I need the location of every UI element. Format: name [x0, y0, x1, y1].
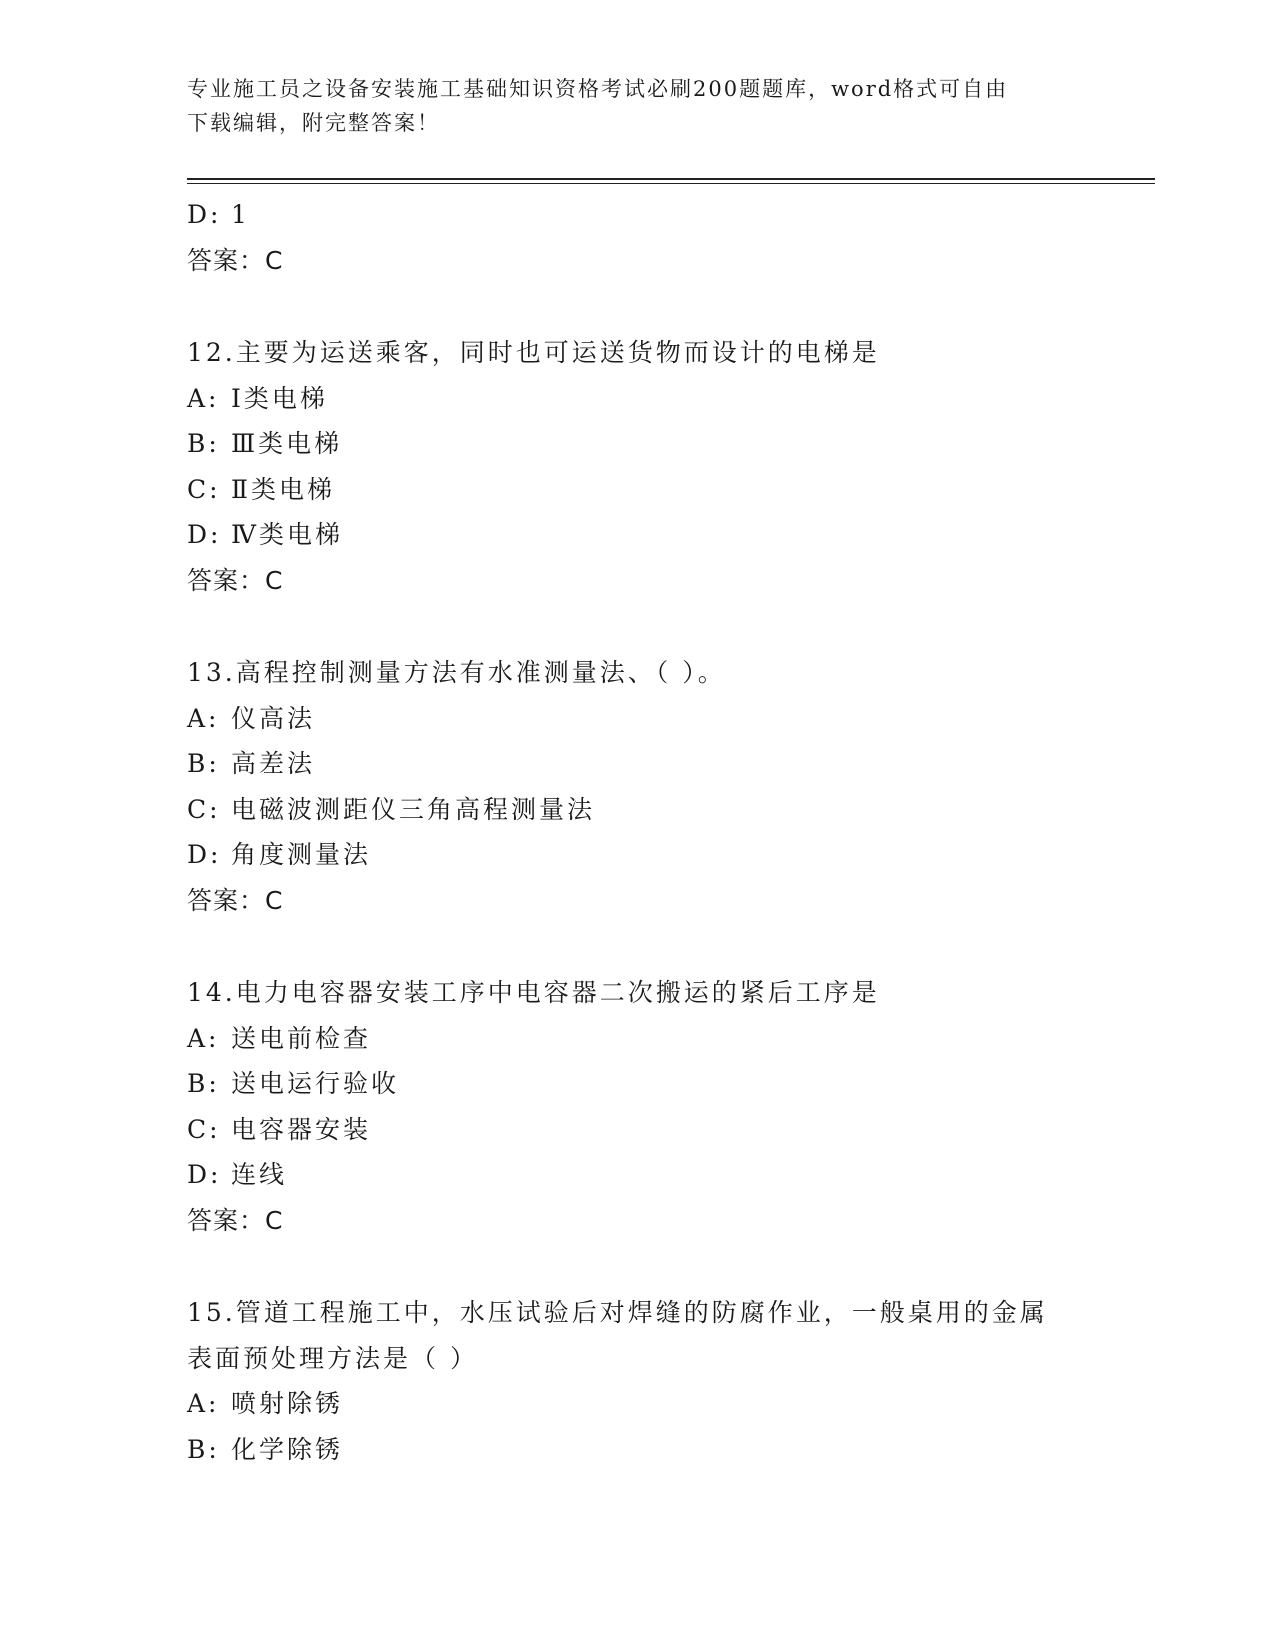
option-label: D:: [187, 840, 222, 869]
option-c: [187, 467, 1087, 513]
option-a: [187, 1381, 1087, 1427]
option-b: [187, 1061, 1087, 1107]
option-label: B:: [187, 1434, 220, 1464]
option-text: 高差法: [231, 749, 316, 778]
option-text: 化学除锈: [231, 1434, 344, 1464]
option-text: 仪高法: [231, 703, 316, 733]
option-b: [187, 741, 1087, 787]
answer-line: 答案：C: [187, 885, 284, 915]
option-d: [187, 1152, 1087, 1198]
header-line-1: 专业施工员之设备安装施工基础知识资格考试必刷200题题库，word格式可自由: [187, 77, 1009, 101]
option-c: [187, 787, 1087, 833]
question-stem-line-1: 15.管道工程施工中，水压试验后对焊缝的防腐作业，一般桌用的金属: [187, 1298, 1048, 1327]
option-text: 送电前检查: [231, 1023, 372, 1053]
question-block-15: [187, 1290, 1087, 1472]
option-a: [187, 696, 1087, 742]
option-b: [187, 421, 1087, 467]
option-label: B:: [187, 749, 220, 778]
question-block-13: [187, 650, 1087, 923]
option-label: D:: [187, 520, 222, 549]
question-stem: 14.电力电容器安装工序中电容器二次搬运的紧后工序是: [187, 978, 880, 1007]
option-d: [187, 192, 1087, 238]
option-text: 连线: [231, 1160, 288, 1189]
question-stem: 13.高程控制测量方法有水准测量法、（ ）。: [187, 658, 726, 687]
option-d: [187, 832, 1087, 878]
option-label: A:: [187, 1023, 220, 1053]
option-a: [187, 1016, 1087, 1062]
option-text: 送电运行验收: [231, 1069, 400, 1098]
option-text: Ⅲ类电梯: [231, 429, 343, 458]
option-label: C:: [187, 1114, 221, 1144]
option-label: A:: [187, 703, 220, 733]
question-block-12: [187, 330, 1087, 603]
question-list: [187, 192, 1087, 1472]
option-text: Ⅰ类电梯: [231, 383, 328, 413]
question-block-14: [187, 970, 1087, 1243]
option-a: [187, 376, 1087, 422]
option-label: C:: [187, 794, 221, 824]
header-rule-thick: [187, 178, 1155, 180]
header-rule-thin: [187, 183, 1155, 184]
question-stem: 12.主要为运送乘客，同时也可运送货物而设计的电梯是: [187, 338, 880, 367]
option-text: 1: [231, 200, 250, 229]
option-label: D:: [187, 200, 222, 229]
option-text: 角度测量法: [231, 840, 372, 869]
option-label: C:: [187, 474, 221, 504]
option-label: D:: [187, 1160, 222, 1189]
answer-line: 答案：C: [187, 565, 284, 595]
option-d: [187, 512, 1087, 558]
option-text: 喷射除锈: [231, 1389, 344, 1418]
header-line-2: 下载编辑，附完整答案！: [187, 111, 440, 135]
option-b: [187, 1427, 1087, 1473]
document-header: [187, 72, 1087, 140]
option-text: 电磁波测距仪三角高程测量法: [231, 794, 596, 824]
answer-line: 答案：C: [187, 245, 284, 275]
option-c: [187, 1107, 1087, 1153]
option-text: 电容器安装: [231, 1114, 372, 1144]
option-text: Ⅳ类电梯: [231, 520, 343, 549]
option-label: B:: [187, 1069, 220, 1098]
option-text: Ⅱ类电梯: [231, 474, 335, 504]
option-label: A:: [187, 383, 220, 413]
answer-line: 答案：C: [187, 1205, 284, 1235]
option-label: B:: [187, 429, 220, 458]
question-stem-line-2: 表面预处理方法是（ ）: [187, 1343, 478, 1373]
option-label: A:: [187, 1389, 220, 1418]
